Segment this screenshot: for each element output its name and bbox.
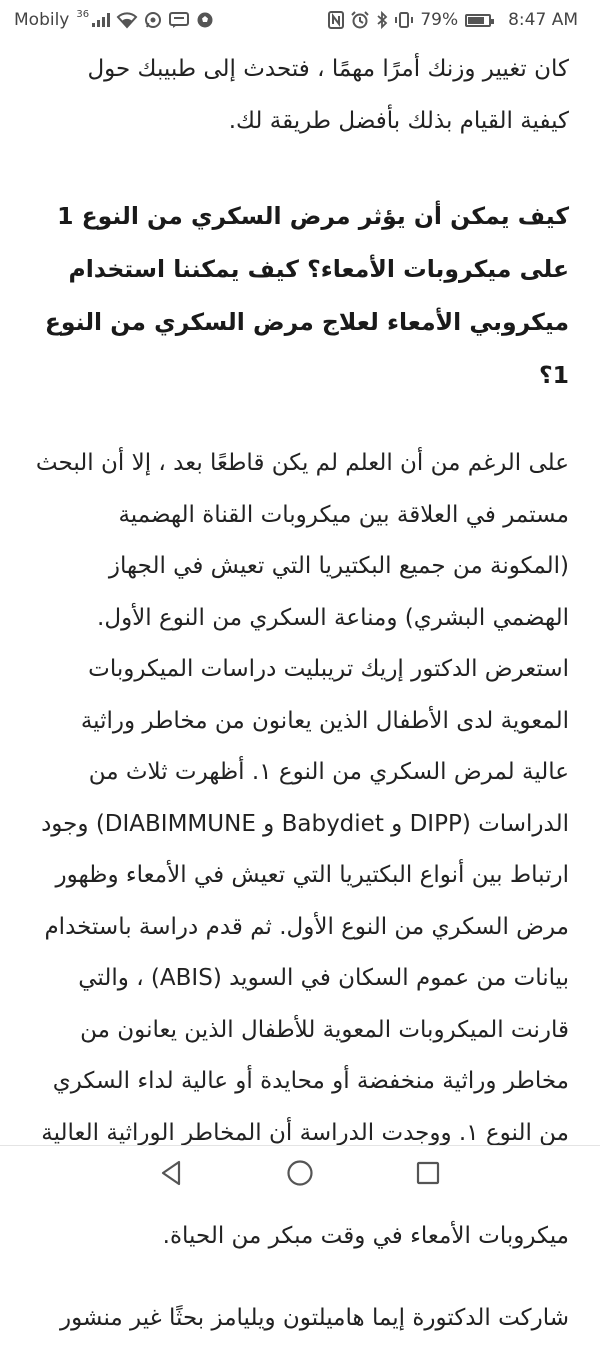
signal-icon: [92, 13, 110, 27]
bluetooth-icon: [376, 11, 388, 29]
back-button[interactable]: [154, 1155, 190, 1191]
battery-percent: 79%: [420, 10, 459, 30]
clock: 8:47 AM: [508, 10, 578, 30]
vibrate-icon: [395, 11, 413, 29]
recent-apps-square-icon: [410, 1155, 446, 1191]
football-icon: [196, 11, 214, 29]
section-heading: كيف يمكن أن يؤثر مرض السكري من النوع 1 على ميكروبات الأمعاء؟ كيف يمكننا استخدام ميكروبي الأمعاء لعلاج مرض السكري من النوع 1؟: [44, 202, 569, 389]
next-paragraph: شاركت الدكتورة إيما هاميلتون ويليامز بحثًا غير منشور: [59, 1305, 569, 1331]
recent-apps-button[interactable]: [410, 1155, 446, 1191]
carrier-name: Mobily: [14, 10, 70, 30]
wifi-icon: [117, 13, 137, 28]
intro-paragraph: كان تغيير وزنك أمرًا مهمًا ، فتحدث إلى طبيبك حول كيفية القيام بذلك بأفضل طريقة لك.: [87, 56, 569, 134]
status-bar-right: [328, 10, 578, 30]
home-circle-icon: [282, 1155, 318, 1191]
battery-icon: [465, 14, 491, 27]
nfc-icon: [328, 11, 344, 29]
status-bar: [0, 0, 600, 40]
message-icon: [169, 12, 189, 28]
whatsapp-icon: [144, 11, 162, 29]
navigation-bar: [0, 1145, 600, 1200]
status-bar-left: [14, 10, 214, 30]
main-paragraph: على الرغم من أن العلم لم يكن قاطعًا بعد ، إلا أن البحث مستمر في العلاقة بين ميكروبات القناة الهضمية (المكونة من جميع البكتيريا التي تعيش في الجهاز الهضمي البشري) ومناعة السكري من النوع الأول. استعرض الدكتور إريك تريبليت دراسات الميكروبات المعوية لدى الأطفال الذين يعانون من مخاطر وراثية عالية لمرض السكري من النوع ١. أظهرت ثلاث من الدراسات (DIPP و Babydiet و DIABIMMUNE) وجود ارتباط بين أنواع البكتيريا التي تعيش في الأمعاء وظهور مرض السكري من النوع الأول. ثم قدم دراسة باستخدام بيانات من عموم السكان في السويد (ABIS) ، والتي قارنت الميكروبات المعوية للأطفال الذين يعانون من مخاطر وراثية منخفضة أو محايدة أو عالية لداء السكري من النوع ١. ووجدت الدراسة أن المخاطر الوراثية العالية ميكروبات الأمعاء في وقت مبكر من الحياة.: [35, 450, 569, 1249]
back-triangle-icon: [154, 1155, 190, 1191]
alarm-icon: [351, 11, 369, 29]
network-type: 36: [76, 8, 90, 20]
article-content: [0, 40, 600, 1331]
home-button[interactable]: [282, 1155, 318, 1191]
